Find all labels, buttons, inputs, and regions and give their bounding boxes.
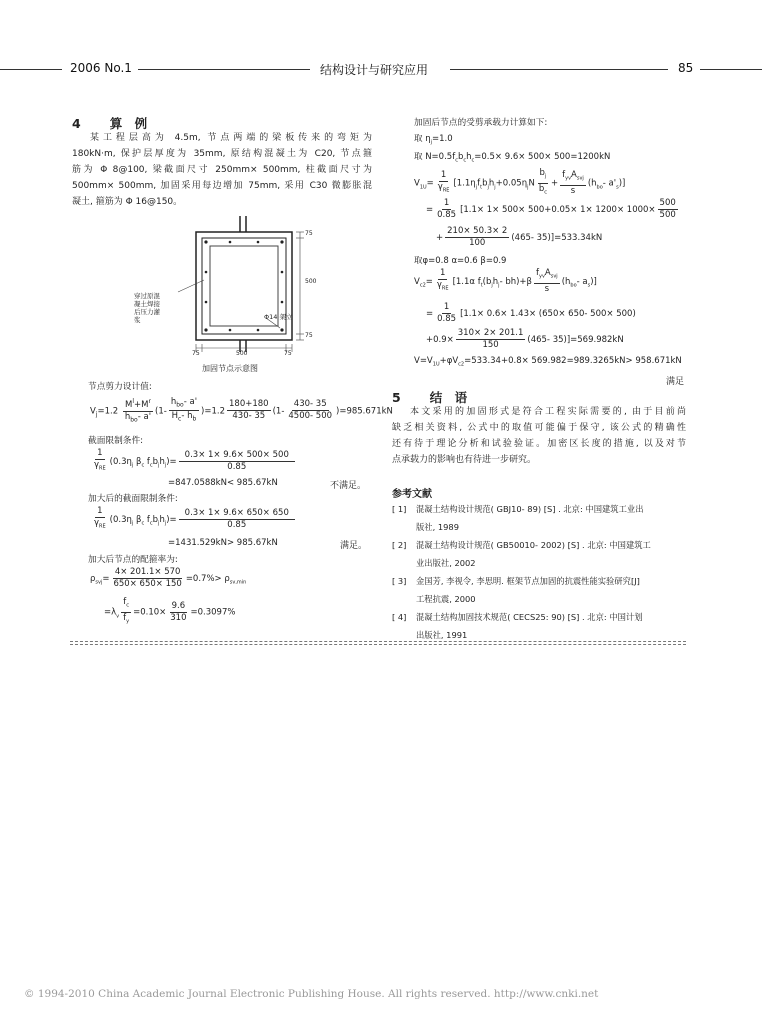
shear-frac4: $\frac{430- 35}{4500- 500}$	[288, 399, 333, 422]
reference-item: [ 2] 混凝土结构设计规范( GB50010- 2002) [S] . 北京: 中国建筑工	[392, 540, 651, 550]
conclusion-line: 缺乏相关资料, 公式中的取值可能偏于保守, 该公式的精确性	[392, 423, 686, 433]
figure-caption: 加固节点示意图	[202, 364, 258, 373]
header-rule-mid2	[450, 69, 668, 70]
copyright-footer: © 1994-2010 China Academic Journal Electronic Publishing House. All rights reserved. http://www.cnki.net	[24, 988, 599, 1000]
figure-dim-right-top: 75	[305, 230, 313, 237]
section4-title: 算 例	[109, 116, 152, 131]
ratio2-frac1: $\frac{f_c}{f_y}$	[123, 597, 130, 625]
shear-mid2: (1-	[272, 406, 285, 417]
header-issue: 2006 No.1	[70, 61, 132, 75]
header-rule-left	[0, 69, 62, 70]
figure-dim-bottom-right: 75	[284, 350, 292, 357]
para-line: 180kN·m, 保护层厚度为 35mm, 原结构混凝土为 C20, 节点箍	[72, 149, 372, 159]
vj1-line2: = $\frac{1}{0.85}$ [1.1× 1× 500× 500+0.05× 1× 1200× 1000× $\frac{500}{500}$	[426, 198, 676, 220]
figure-note-line: 后压力灌	[134, 308, 160, 316]
para-line: 筋为 Φ 8@100, 梁截面尺寸 250mm× 500mm, 柱截面尺寸为	[72, 165, 372, 175]
para-line: 500mm× 500mm, 加固采用每边增加 75mm, 采用 C30 微膨胀混	[72, 181, 372, 191]
figure-dim-right-mid: 500	[305, 278, 317, 285]
shear-lhs-sub: j	[95, 410, 98, 418]
vj1-line3: + $\frac{210\times 50.3\times 2}{100}$ (465- 35)]=533.34kN	[436, 226, 603, 248]
figure-note-line: 穿过原混	[134, 292, 160, 300]
calc-intro: 加固后节点的受剪承载力计算如下:	[414, 118, 548, 128]
para-line: 凝土, 箍筋为 Φ 16@150。	[72, 197, 183, 207]
limit1-frac: $\frac{0.3\times 1\times 9.6\times 500\times 500}{0.85}$	[179, 450, 295, 473]
calc-N: 取 $N=0.5f_cb_ch_c=0.5\times 9.6\times 500\times 500=1200kN$	[414, 152, 611, 164]
reference-item: [ 4] 混凝土结构加固技术规范( CECS25: 90) [S] . 北京: 中国计划	[392, 612, 643, 622]
take-params: 取φ=0.8 α=0.6 β=0.9	[414, 256, 507, 266]
para-line: 某工程层高为 4.5m, 节点两端的梁板传来的弯矩为	[90, 133, 372, 143]
limit-title: 截面限制条件:	[88, 436, 144, 446]
figure-drawing	[130, 212, 320, 362]
shear-mid1: (1-	[155, 406, 167, 417]
conclusion-line: 点承载力的影响也有待进一步研究。	[392, 455, 537, 465]
figure-note-line: 凝土焊接	[134, 300, 160, 308]
shear-frac3: $\frac{180+180}{430- 35}$	[229, 399, 269, 422]
shear-frac1: $\frac{M^l+M^r}{h_{bo}- a'}$	[124, 398, 152, 424]
figure-dim-right-bottom: 75	[305, 332, 313, 339]
references-list	[392, 500, 651, 644]
vj1-formula: $V_{1U}=$ $\frac{1}{\gamma_{RE}}$ [$1.1\eta_jf_tb_jh_j+0.05\eta_jN$ $\frac{b_j}{b_c}$ + $\frac{f_{yv}A_{svj}}{s}$ ($h_{bo}-$ $a'_s$)]	[414, 168, 625, 198]
shear-lhs: V	[90, 406, 96, 417]
header-rule-right	[700, 69, 762, 70]
references-title: 参考文献	[392, 489, 432, 500]
shear-eq1: =1.2	[97, 406, 119, 417]
article-end-rule	[70, 641, 686, 642]
limit1-result: =847.0588kN< 985.67kN	[168, 478, 278, 488]
figure-note-line: 浆	[134, 316, 141, 324]
figure-bar-label: Φ14 架立	[264, 313, 293, 321]
ratio-title: 加大后节点的配箍率为:	[88, 555, 178, 565]
ratio2-formula: $=\lambda_v$ $\frac{f_c}{f_y}$ =0.10× $\frac{9.6}{310}$ =0.3097%	[104, 597, 235, 627]
conclusion-line: 还有待于理论分析和试验验证。加密区长度的措施, 以及对节	[392, 439, 686, 449]
vj-total-verdict: 满足	[666, 377, 685, 387]
shear-frac2: $\frac{h_{bo}- a'}{H_c- h_b}$	[170, 396, 198, 423]
shear-eq2: )=1.2	[201, 406, 226, 417]
section4-number: 4	[72, 116, 85, 131]
node-reinforcement-figure	[130, 212, 320, 362]
limit2-result: =1431.529kN> 985.67kN	[168, 538, 278, 548]
reference-item-cont: 版社, 1989	[416, 522, 459, 532]
example-paragraph	[72, 130, 372, 210]
ratio1-formula: $\rho_{svj}=$ $\frac{4\times 201.1\times 570}{650\times 650\times 150}$ $=0.7\%> \rho_{sv,min}$	[90, 567, 247, 589]
page-number: 85	[678, 61, 694, 75]
figure-dim-bottom-left: 75	[192, 350, 200, 357]
vj2-line3: +0.9× $\frac{310\times 2\times 201.1}{150}$ (465- 35)]=569.982kN	[426, 328, 624, 350]
ratio2-frac2: $\frac{9.6}{310}$	[170, 600, 187, 623]
shear-title: 节点剪力设计值:	[88, 382, 152, 392]
limit2-formula: $\frac{1}{\gamma_{RE}}$ ($0.3\eta_j$ $\beta_c$ $f_cb_jh_j)=$ $\frac{0.3\times 1\times 9.6\times 650\times 650}{0.85}$	[90, 506, 297, 533]
figure-dim-bottom-mid: 500	[236, 350, 248, 357]
reference-item-cont: 出版社, 1991	[416, 630, 468, 640]
vj1-frac-a: $\frac{f_{yv}A_{svj}}{s}$	[562, 169, 584, 196]
conclusion-paragraph	[392, 404, 686, 468]
vj2-line2: = $\frac{1}{0.85}$ [1.1× 0.6× 1.43× (650× 650- 500× 500)	[426, 302, 636, 324]
reference-item: [ 1] 混凝土结构设计规范( GBJ10- 89) [S] . 北京: 中国建筑工业出	[392, 504, 644, 514]
reference-item-cont: 业出版社, 2002	[416, 558, 476, 568]
limit1-formula: $\frac{1}{\gamma_{RE}}$ ($0.3\eta_j$ $\beta_c$ $f_cb_jh_j)=$ $\frac{0.3\times 1\times 9.6\times 500\times 500}{0.85}$	[90, 448, 297, 475]
reference-item-cont: 工程抗震, 2000	[416, 594, 476, 604]
limit1-verdict: 不满足。	[330, 481, 367, 491]
figure-note	[134, 292, 174, 324]
vj1-frac-b: $\frac{b_j}{b_c}$	[538, 168, 547, 196]
limit2-frac: $\frac{0.3\times 1\times 9.6\times 650\times 650}{0.85}$	[179, 508, 295, 531]
article-end-rule	[70, 644, 686, 645]
limit-title2: 加大后的截面限制条件:	[88, 494, 178, 504]
reference-item: [ 3] 金国芳, 李视令, 李思明. 框架节点加固的抗震性能实验研究[J]	[392, 576, 640, 586]
vj1-frac1: $\frac{1}{\gamma_{RE}}$	[437, 169, 450, 194]
limit1-prefrac: $\frac{1}{\gamma_{RE}}$	[94, 448, 106, 472]
header-rule-mid1	[138, 69, 310, 70]
shear-formula	[90, 396, 393, 426]
calc-eta: 取 $\eta_j=1.0$	[414, 134, 453, 146]
ratio1-frac: $\frac{4\times 201.1\times 570}{650\times 650\times 150}$	[113, 567, 182, 589]
limit2-verdict: 满足。	[340, 541, 368, 551]
limit2-prefrac: $\frac{1}{\gamma_{RE}}$	[94, 506, 106, 530]
header-journal-title: 结构设计与研究应用	[320, 63, 429, 77]
section5-number: 5	[392, 390, 405, 405]
shear-result: )=985.671kN	[336, 406, 393, 417]
section5-title: 结 语	[429, 390, 472, 405]
vj2-formula: $V_{c2}=$ $\frac{1}{\gamma_{RE}}$ [1.1α $f_t(b_jh_j-$ bh)+β $\frac{f_{yv}A_{svj}}{s}$ ($h_{bo}-$ $a_s$)]	[414, 268, 597, 294]
conclusion-line: 本文采用的加固形式是符合工程实际需要的, 由于目前尚	[410, 407, 686, 417]
vj-total: $V=V_{1U}+\varphi V_{c2}=533.34+0.8\times 569.982=989.3265kN> 958.671kN$	[414, 356, 682, 368]
